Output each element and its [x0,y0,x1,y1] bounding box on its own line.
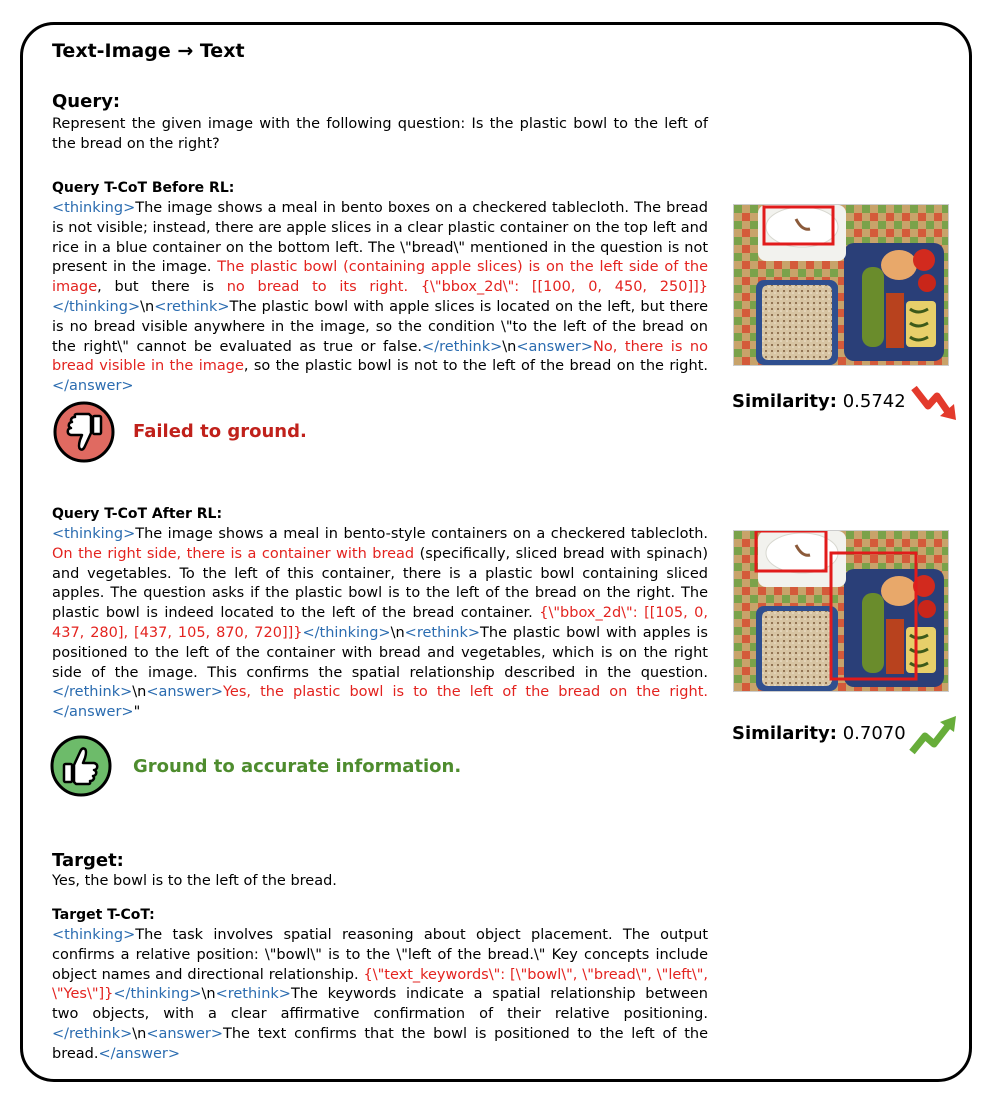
markup-tag: </answer> [52,704,134,721]
highlighted-text: No, there is no bread visible in the image [52,338,708,375]
similarity-label: Similarity: [732,723,837,744]
cot-text: \n [132,1025,147,1042]
highlighted-text: The plastic bowl (containing apple slices) is on the left side of the image [52,259,708,296]
cot-text: The image shows a meal in bento boxes on a checkered tablecloth. The bread is not visible; instead, there are apple slices in a clear plastic container on the top left and rice in a blue container on the bottom left. The \"bread\" mentioned in the question is not present in the image. [52,200,708,276]
cot-text: The plastic bowl with apple slices is located on the left, but there is no bread visible anywhere in the image, so the condition \"to the left of the bread on the right\" cannot be evaluated as true or false. [52,298,708,355]
cot-text: , but there is [97,279,227,296]
markup-tag: </thinking> [52,298,141,315]
cot-text: \n [201,986,216,1003]
cot-text: " [133,704,141,721]
cot-text: The keywords indicate a spatial relationship between two objects, with a clear affirmative confirmation of their relative positioning. [52,986,708,1023]
trend-down-arrow-icon [910,380,960,426]
after-cot-text [52,525,708,723]
highlighted-text: {\"text_keywords\": [\"bowl\", \"bread\", \"left\", \"Yes\"]} [52,966,708,1003]
highlighted-text: {\"bbox_2d\": [[105, 0, 437, 280], [437, 105, 870, 720]]} [52,605,709,641]
markup-tag: </answer> [98,1045,181,1062]
markup-tag: <answer> [516,338,594,355]
cot-text: (specifically, sliced bread with spinach) and vegetables. To the left of this container, there is a plastic bowl containing sliced apples. The question asks if the plastic bowl is to the left of the bread on the right. The plastic bowl is indeed located to the left of the bread container. [52,545,709,622]
failed-status: Failed to ground. [133,421,307,442]
similarity-value: 0.5742 [842,391,906,412]
query-heading: Query: [52,91,121,112]
markup-tag: <answer> [146,684,223,701]
highlighted-text: no bread to its right. {\"bbox_2d\": [[100, 0, 450, 250]]} [226,279,708,296]
similarity-label: Similarity: [732,391,837,412]
target-cot-text [52,926,708,1065]
markup-tag: </answer> [52,378,134,395]
highlighted-text: Yes, the plastic bowl is to the left of the bread on the right. [223,684,708,701]
markup-tag: <thinking> [52,927,136,943]
target-heading: Target: [52,850,124,871]
cot-text: The text confirms that the bowl is positioned to the left of the bread. [52,1025,708,1062]
markup-tag: </thinking> [113,986,202,1003]
thumbs-down-icon [52,400,116,464]
thumbs-up-icon [49,734,113,798]
figure-title: Text-Image → Text [52,40,245,62]
bento-image-before [733,204,949,366]
after-heading: Query T-CoT After RL: [52,506,223,522]
similarity-before [732,391,906,412]
markup-tag: <answer> [146,1025,223,1042]
cot-text: \n [132,684,147,701]
cot-text: \n [502,338,517,355]
similarity-after [732,723,906,744]
query-text: Represent the given image with the following question: Is the plastic bowl to the left of the bread on the right? [52,116,708,152]
cot-text: \n [140,298,155,315]
markup-tag: </rethink> [52,1025,133,1042]
markup-tag: <thinking> [52,200,136,216]
highlighted-text: On the right side, there is a container with bread [52,545,415,562]
markup-tag: </thinking> [302,624,391,641]
trend-up-arrow-icon [908,712,960,758]
bento-image-after [733,530,949,692]
target-text: Yes, the bowl is to the left of the bread. [52,873,337,889]
target-cot-heading: Target T-CoT: [52,907,155,923]
cot-text: The task involves spatial reasoning about object placement. The output confirms a relative position: \"bowl\" is to the \"left of the bread.\" Key concepts include object names and directional relationship. [52,927,708,983]
markup-tag: <rethink> [404,624,481,641]
markup-tag: <rethink> [154,298,230,315]
before-cot-text [52,199,708,397]
before-heading: Query T-CoT Before RL: [52,180,235,196]
markup-tag: </rethink> [52,684,133,701]
cot-text: The plastic bowl with apples is positioned to the left of the container with bread and vegetables, which is on the right side of the image. This confirms the spatial relationship described in the question. [52,624,708,681]
markup-tag: <thinking> [52,526,136,542]
cot-text: The image shows a meal in bento-style containers on a checkered tablecloth. [135,526,708,542]
ground-status: Ground to accurate information. [133,756,462,777]
cot-text: \n [390,624,405,641]
cot-text: , so the plastic bowl is not to the left of the bread on the right. [243,358,708,375]
similarity-value: 0.7070 [842,723,906,744]
markup-tag: </rethink> [422,338,503,355]
markup-tag: <rethink> [215,986,291,1003]
